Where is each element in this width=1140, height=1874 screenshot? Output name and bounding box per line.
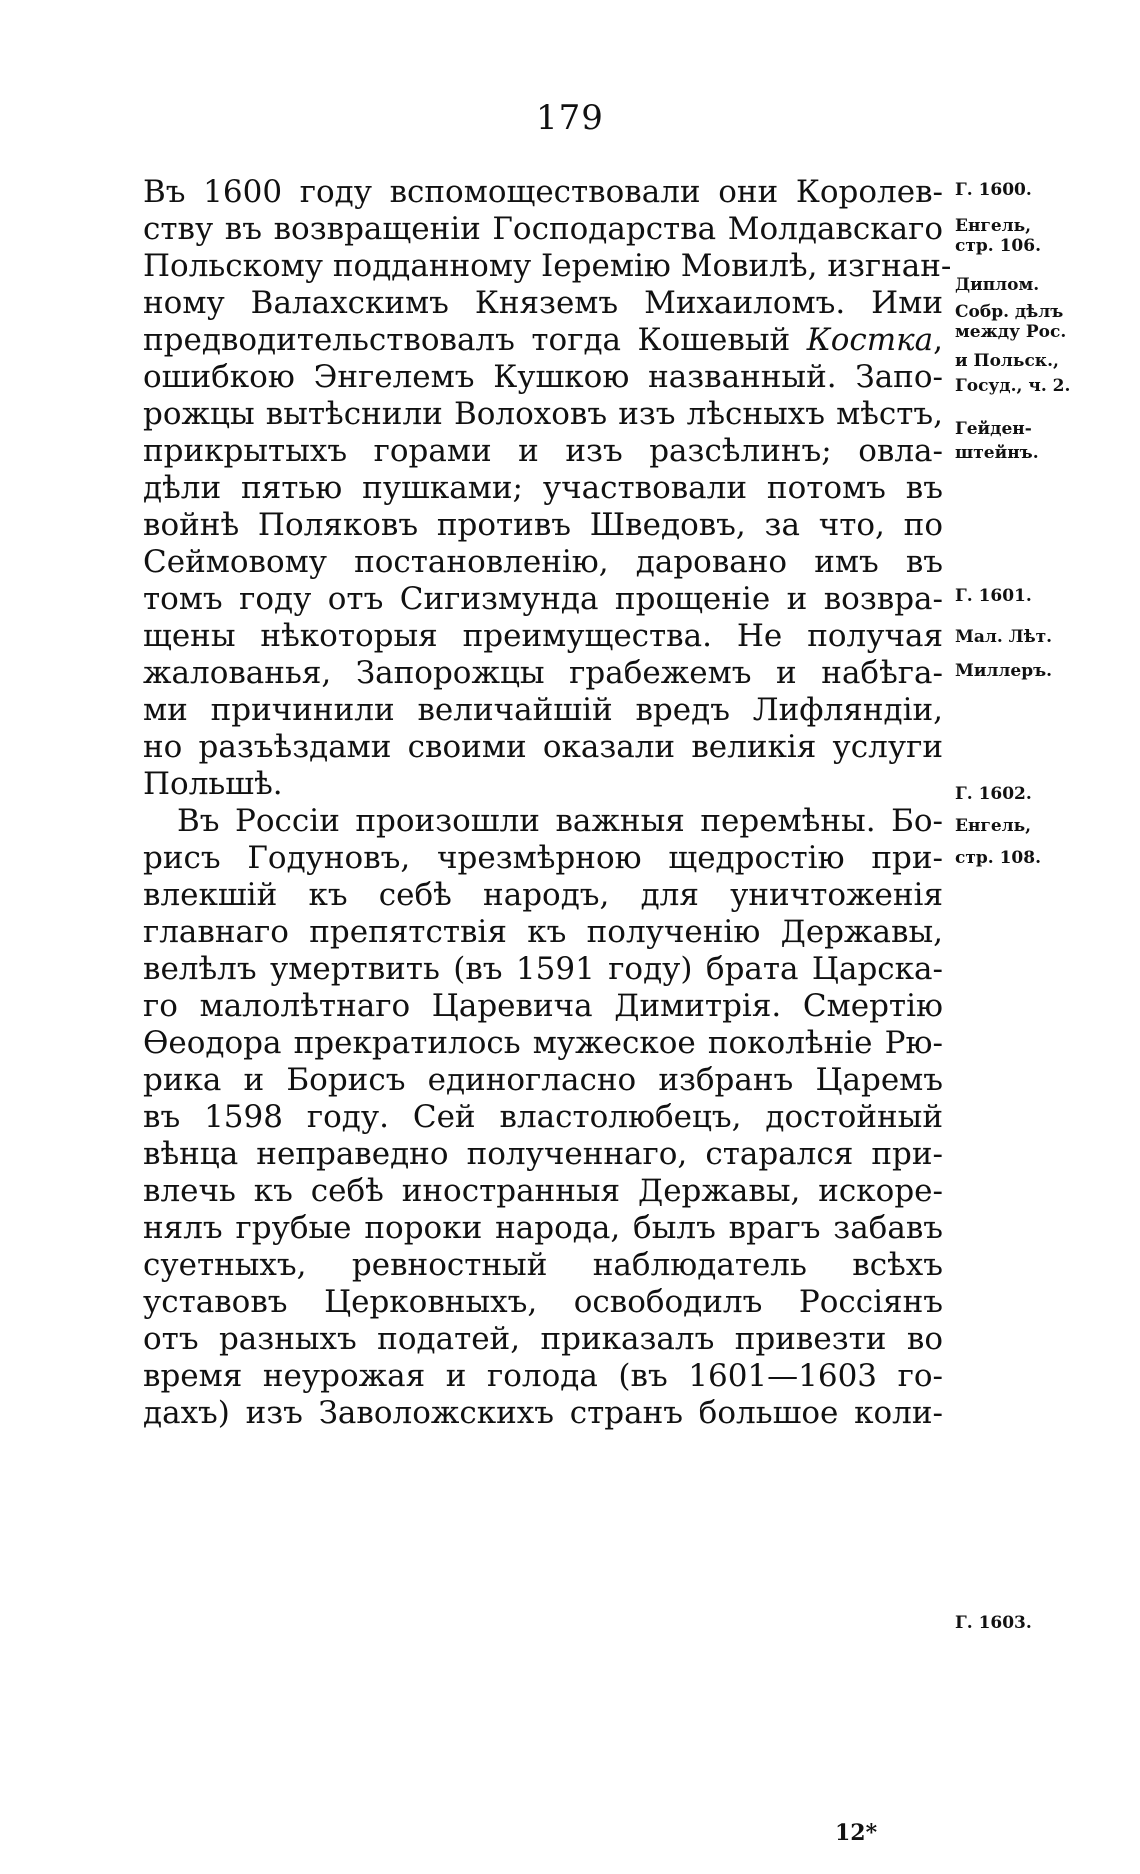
text-line: ству въ возвращеніи Господарства Молдавскаго bbox=[143, 211, 943, 247]
text-line: ному Валахскимъ Княземъ Михаиломъ. Ими bbox=[143, 285, 943, 321]
text-line: дѣли пятью пушками; участвовали потомъ въ bbox=[143, 470, 943, 506]
margin-note: стр. 108. bbox=[955, 848, 1042, 868]
margin-note: Миллеръ. bbox=[955, 661, 1053, 681]
margin-note: Г. 1601. bbox=[955, 586, 1032, 606]
text-line: Ѳеодора прекратилось мужеское поколѣніе Рю- bbox=[143, 1025, 943, 1061]
text-line: уставовъ Церковныхъ, освободилъ Россіянъ bbox=[143, 1284, 943, 1320]
margin-note: Г. 1603. bbox=[955, 1613, 1032, 1633]
text-line: войнѣ Поляковъ противъ Шведовъ, за что, по bbox=[143, 507, 943, 543]
margin-note: Мал. Лѣт. bbox=[955, 627, 1053, 647]
text-line: ошибкою Энгелемъ Кушкою названный. Запо- bbox=[143, 359, 943, 395]
text-line: влечь къ себѣ иностранныя Державы, искоре- bbox=[143, 1173, 943, 1209]
text-line: нялъ грубые пороки народа, былъ врагъ забавъ bbox=[143, 1210, 943, 1246]
text-line: велѣлъ умертвить (въ 1591 году) брата Царска- bbox=[143, 951, 943, 987]
margin-note: Енгель, bbox=[955, 216, 1032, 236]
text-segment: предводительствовалъ тогда Кошевый bbox=[143, 322, 807, 358]
text-line: Сеймовому постановленію, даровано имъ въ bbox=[143, 544, 943, 580]
text-line: влекшій къ себѣ народъ, для уничтоженія bbox=[143, 877, 943, 913]
text-line: главнаго препятствія къ полученію Державы, bbox=[143, 914, 943, 950]
text-line: въ 1598 году. Сей властолюбецъ, достойный bbox=[143, 1099, 943, 1135]
text-line: жалованья, Запорожцы грабежемъ и набѣга- bbox=[143, 655, 943, 691]
margin-note: Диплом. bbox=[955, 275, 1040, 295]
margin-note: между Рос. bbox=[955, 322, 1067, 342]
text-line: вѣнца неправедно полученнаго, старался при- bbox=[143, 1136, 943, 1172]
text-segment: , bbox=[933, 322, 943, 358]
text-line: прикрытыхъ горами и изъ разсѣлинъ; овла- bbox=[143, 433, 943, 469]
text-line: суетныхъ, ревностный наблюдатель всѣхъ bbox=[143, 1247, 943, 1283]
margin-note: Енгель, bbox=[955, 816, 1032, 836]
margin-note: Гейден- bbox=[955, 419, 1032, 439]
text-line: Въ Россіи произошли важныя перемѣны. Бо- bbox=[177, 803, 943, 839]
margin-note: Г. 1600. bbox=[955, 180, 1032, 200]
text-line: дахъ) изъ Заволожскихъ странъ большое коли- bbox=[143, 1395, 943, 1431]
text-line: го малолѣтнаго Царевича Димитрія. Смертію bbox=[143, 988, 943, 1024]
text-line: рисъ Годуновъ, чрезмѣрною щедростію при- bbox=[143, 840, 943, 876]
margin-note: Собр. дѣлъ bbox=[955, 302, 1064, 322]
text-line: томъ году отъ Сигизмунда прощеніе и возвра- bbox=[143, 581, 943, 617]
text-line: но разъѣздами своими оказали великія услуги bbox=[143, 729, 943, 765]
text-line: Въ 1600 году вспомоществовали они Королев- bbox=[143, 174, 943, 210]
text-line: время неурожая и голода (въ 1601—1603 го- bbox=[143, 1358, 943, 1394]
text-line: Польскому подданному Іеремію Мовилѣ, изгнан- bbox=[143, 248, 952, 284]
text-line: рика и Борисъ единогласно избранъ Царемъ bbox=[143, 1062, 943, 1098]
margin-note: стр. 106. bbox=[955, 236, 1042, 256]
margin-note: и Польск., bbox=[955, 351, 1059, 371]
margin-note: Госуд., ч. 2. bbox=[955, 376, 1071, 396]
text-line: рожцы вытѣснили Волоховъ изъ лѣсныхъ мѣстъ, bbox=[143, 396, 943, 432]
margin-note: Г. 1602. bbox=[955, 784, 1032, 804]
page-signature: 12* bbox=[835, 1820, 878, 1846]
text-line: Польшѣ. bbox=[143, 766, 283, 802]
text-line: ми причинили величайшій вредъ Лифляндіи, bbox=[143, 692, 943, 728]
emphasized-name: Костка bbox=[806, 322, 934, 358]
text-line: щены нѣкоторыя преимущества. Не получая bbox=[143, 618, 943, 654]
page-number: 179 bbox=[536, 98, 604, 138]
margin-note: штейнъ. bbox=[955, 443, 1039, 463]
text-line: отъ разныхъ податей, приказалъ привезти во bbox=[143, 1321, 943, 1357]
